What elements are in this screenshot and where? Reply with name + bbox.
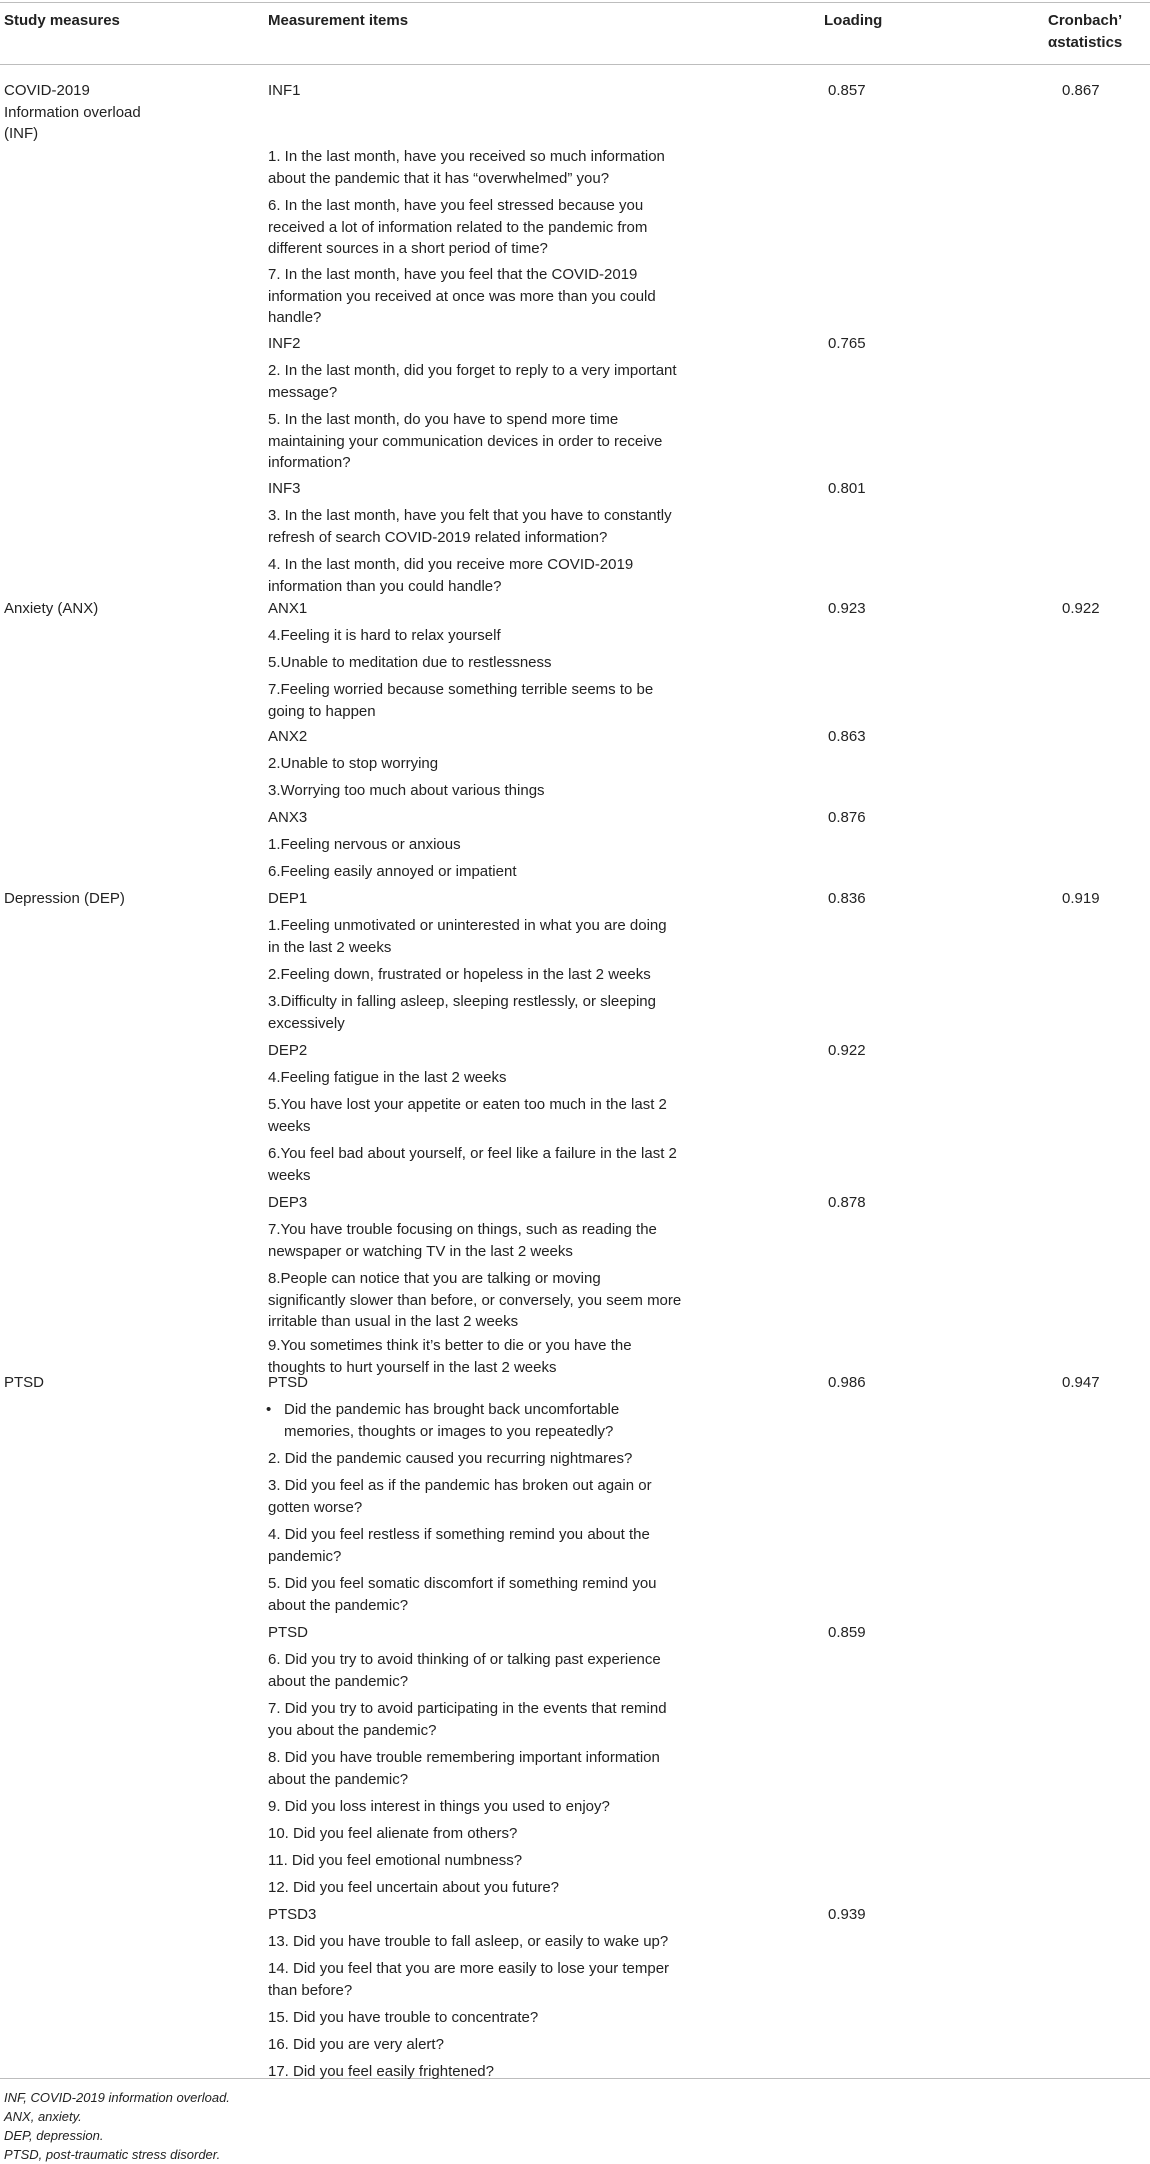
- measurement-item-line: 3. Did you feel as if the pandemic has broken out again or: [268, 1477, 652, 1494]
- measurement-item-line: 3.Difficulty in falling asleep, sleeping restlessly, or sleeping: [268, 993, 656, 1010]
- measurement-item-line: weeks: [268, 1166, 311, 1184]
- top-rule: [0, 2, 1150, 3]
- cronbach-alpha-value: 0.922: [1062, 600, 1100, 617]
- measurement-item-line: than before?: [268, 1981, 353, 1999]
- measurement-item-line: 9. Did you loss interest in things you used to enjoy?: [268, 1798, 610, 1815]
- measurement-item-line: 9.You sometimes think it’s better to die or you have the: [268, 1337, 632, 1354]
- measurement-item-line: about the pandemic?: [268, 1770, 409, 1788]
- measurement-item-line: 6.Feeling easily annoyed or impatient: [268, 863, 517, 880]
- header-alpha-line2: αstatistics: [1048, 34, 1123, 51]
- header-alpha-line1: Cronbach’: [1048, 12, 1123, 29]
- measurement-item-line: 6.You feel bad about yourself, or feel like a failure in the last 2: [268, 1145, 677, 1162]
- measurement-item-line: 5.Unable to meditation due to restlessness: [268, 654, 552, 671]
- loading-value: 0.859: [828, 1624, 866, 1641]
- measurement-item-line: 4. In the last month, did you receive more COVID-2019: [268, 556, 634, 573]
- measurement-item-line: 4.Feeling it is hard to relax yourself: [268, 627, 501, 644]
- measurement-item-line: INF3: [268, 480, 301, 497]
- measurement-item-line: memories, thoughts or images to you repeatedly?: [284, 1422, 614, 1440]
- measurement-item-line: PTSD: [268, 1374, 309, 1391]
- study-measure-label: Depression (DEP): [4, 890, 125, 907]
- measurement-item-line: 7.Feeling worried because something terrible seems to be: [268, 681, 654, 698]
- bottom-rule: [0, 2078, 1150, 2079]
- measurement-item-line: 2.Unable to stop worrying: [268, 755, 439, 772]
- measurement-item-line: ANX1: [268, 600, 308, 617]
- measurement-item-line: weeks: [268, 1117, 311, 1135]
- header-measurement-items: Measurement items: [268, 12, 409, 29]
- measurement-item-line: 5.You have lost your appetite or eaten too much in the last 2: [268, 1096, 667, 1113]
- loading-value: 0.878: [828, 1194, 866, 1211]
- measurement-item-line: significantly slower than before, or conversely, you seem more: [268, 1291, 682, 1309]
- measurement-item-line: going to happen: [268, 702, 376, 720]
- bullet-icon: •: [266, 1401, 272, 1418]
- measurement-item-line: 5. In the last month, do you have to spend more time: [268, 411, 619, 428]
- footnote: PTSD, post-traumatic stress disorder.: [4, 2147, 221, 2162]
- measurement-item-line: about the pandemic?: [268, 1596, 409, 1614]
- measurement-item-line: 8.People can notice that you are talking or moving: [268, 1270, 601, 1287]
- loading-value: 0.765: [828, 335, 866, 352]
- header-rule: [0, 64, 1150, 65]
- measurement-item-line: 2. Did the pandemic caused you recurring nightmares?: [268, 1450, 633, 1467]
- measurement-item-line: 11. Did you feel emotional numbness?: [268, 1852, 523, 1869]
- header-study-measures: Study measures: [4, 12, 120, 29]
- measurement-item-line: 13. Did you have trouble to fall asleep, or easily to wake up?: [268, 1933, 669, 1950]
- header-loading: Loading: [824, 12, 883, 29]
- loading-value: 0.923: [828, 600, 866, 617]
- measurement-item-line: thoughts to hurt yourself in the last 2 weeks: [268, 1358, 557, 1376]
- measurement-item-line: about the pandemic?: [268, 1672, 409, 1690]
- measurement-item-line: different sources in a short period of time?: [268, 240, 548, 257]
- study-measure-label: PTSD: [4, 1374, 45, 1391]
- footnote: INF, COVID-2019 information overload.: [4, 2090, 230, 2105]
- loading-value: 0.857: [828, 82, 866, 99]
- measurement-item-line: 7.You have trouble focusing on things, such as reading the: [268, 1221, 657, 1238]
- measurement-item-line: 2.Feeling down, frustrated or hopeless in the last 2 weeks: [268, 966, 651, 983]
- study-measure-label: Anxiety (ANX): [4, 600, 99, 617]
- measurement-item-line: refresh of search COVID-2019 related information?: [268, 528, 608, 546]
- study-measure-label: Information overload: [4, 103, 141, 121]
- measurement-item-line: 7. In the last month, have you feel that the COVID-2019: [268, 266, 638, 283]
- measurement-item-line: gotten worse?: [268, 1498, 363, 1516]
- measurement-item-line: about the pandemic that it has “overwhelmed” you?: [268, 169, 610, 187]
- loading-value: 0.986: [828, 1374, 866, 1391]
- measurement-item-line: 1. In the last month, have you received so much information: [268, 148, 665, 165]
- measurement-item-line: 16. Did you are very alert?: [268, 2036, 444, 2053]
- measurement-item-line: INF1: [268, 82, 301, 99]
- study-measure-label: COVID-2019: [4, 82, 90, 99]
- measurement-item-line: in the last 2 weeks: [268, 938, 392, 956]
- measurement-item-line: 2. In the last month, did you forget to reply to a very important: [268, 362, 677, 379]
- measurement-item-line: 3.Worrying too much about various things: [268, 782, 545, 799]
- measurement-item-line: irritable than usual in the last 2 weeks: [268, 1313, 519, 1330]
- measurement-item-line: 1.Feeling nervous or anxious: [268, 836, 461, 853]
- study-measure-label: (INF): [4, 125, 39, 142]
- table-footnotes: [4, 2088, 230, 2164]
- measurement-item-line: 17. Did you feel easily frightened?: [268, 2063, 494, 2080]
- measurement-item-line: 14. Did you feel that you are more easily to lose your temper: [268, 1960, 670, 1977]
- loading-value: 0.801: [828, 480, 866, 497]
- loading-value: 0.939: [828, 1906, 866, 1923]
- measurement-item-line: received a lot of information related to the pandemic from: [268, 218, 648, 236]
- measurement-item-line: information you received at once was more than you could: [268, 287, 656, 305]
- measurement-item-line: ANX2: [268, 728, 308, 745]
- measurement-item-line: 6. In the last month, have you feel stressed because you: [268, 197, 644, 214]
- measurement-item-line: DEP3: [268, 1194, 308, 1211]
- loading-value: 0.876: [828, 809, 866, 826]
- cronbach-alpha-value: 0.947: [1062, 1374, 1100, 1391]
- measurement-item-line: 6. Did you try to avoid thinking of or talking past experience: [268, 1651, 661, 1668]
- measurement-item-line: PTSD3: [268, 1906, 317, 1923]
- measurement-item-line: DEP1: [268, 890, 308, 907]
- measurement-item-line: 12. Did you feel uncertain about you future?: [268, 1879, 560, 1896]
- measurement-item-line: 4. Did you feel restless if something remind you about the: [268, 1526, 650, 1543]
- cronbach-alpha-value: 0.919: [1062, 890, 1100, 907]
- measurement-item-line: DEP2: [268, 1042, 308, 1059]
- measurement-item-line: excessively: [268, 1014, 345, 1032]
- measurement-item-line: INF2: [268, 335, 301, 352]
- measurement-item-line: 8. Did you have trouble remembering important information: [268, 1749, 660, 1766]
- loading-value: 0.836: [828, 890, 866, 907]
- loading-value: 0.922: [828, 1042, 866, 1059]
- measurement-item-line: message?: [268, 383, 338, 401]
- measurement-item-line: handle?: [268, 309, 322, 326]
- measurement-item-line: Did the pandemic has brought back uncomfortable: [284, 1401, 620, 1418]
- measurement-item-line: 10. Did you feel alienate from others?: [268, 1825, 518, 1842]
- footnote: ANX, anxiety.: [4, 2109, 82, 2124]
- measurement-item-line: 5. Did you feel somatic discomfort if something remind you: [268, 1575, 657, 1592]
- cronbach-alpha-value: 0.867: [1062, 82, 1100, 99]
- measurement-item-line: PTSD: [268, 1624, 309, 1641]
- measurement-item-line: newspaper or watching TV in the last 2 weeks: [268, 1242, 573, 1260]
- footnote: DEP, depression.: [4, 2128, 104, 2143]
- measurement-item-line: 1.Feeling unmotivated or uninterested in what you are doing: [268, 917, 667, 934]
- measurement-item-line: information than you could handle?: [268, 577, 502, 595]
- measurement-item-line: ANX3: [268, 809, 308, 826]
- measurement-item-line: 7. Did you try to avoid participating in the events that remind: [268, 1700, 667, 1717]
- loading-value: 0.863: [828, 728, 866, 745]
- measurement-item-line: 3. In the last month, have you felt that you have to constantly: [268, 507, 672, 524]
- measurement-item-line: you about the pandemic?: [268, 1721, 437, 1739]
- measurement-item-line: information?: [268, 454, 351, 471]
- measurement-item-line: 15. Did you have trouble to concentrate?: [268, 2009, 539, 2026]
- measurement-item-line: maintaining your communication devices in order to receive: [268, 432, 663, 450]
- measurement-item-line: 4.Feeling fatigue in the last 2 weeks: [268, 1069, 507, 1086]
- measurement-item-line: pandemic?: [268, 1547, 342, 1565]
